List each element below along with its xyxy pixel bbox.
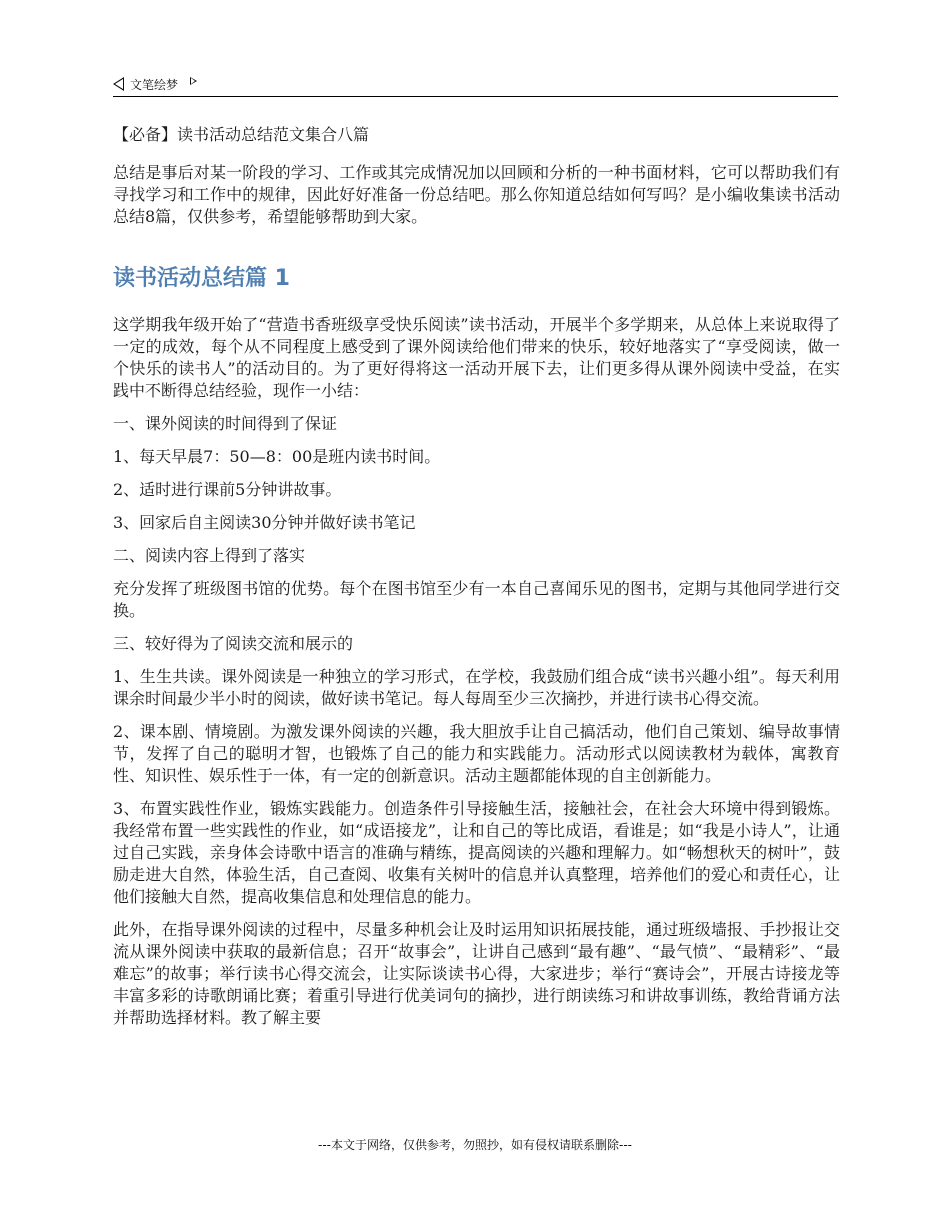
paragraph: 二、阅读内容上得到了落实 <box>113 546 306 565</box>
document-body <box>113 124 840 1040</box>
triangle-left-icon <box>113 77 124 91</box>
paragraph: 2、适时进行课前5分钟讲故事。 <box>113 480 342 499</box>
paragraph: 3、回家后自主阅读30分钟并做好读书笔记 <box>113 513 416 532</box>
paragraph: 三、较好得为了阅读交流和展示的 <box>113 634 354 653</box>
paragraph: 1、每天早晨7：50—8：00是班内读书时间。 <box>113 447 441 466</box>
brand-label: 文笔绘梦 <box>130 77 179 92</box>
paragraph: 这学期我年级开始了“营造书香班级享受快乐阅读”读书活动，开展半个多学期来，从总体上来说取得了一定的成效，每个从不同程度上感受到了课外阅读给他们带来的快乐，较好地落实了“享受阅读，做一个快乐的读书人”的活动目的。为了更好得将这一活动开展下去，让们更多得从课外阅读中受益，在实践中不断得总结经验，现作一小结： <box>113 315 840 400</box>
paragraph: 1、生生共读。课外阅读是一种独立的学习形式，在学校，我鼓励们组合成“读书兴趣小组”。每天利用课余时间最少半小时的阅读，做好读书笔记。每人每周至少三次摘抄，并进行读书心得交流。 <box>113 667 840 708</box>
paragraph: 3、布置实践性作业，锻炼实践能力。创造条件引导接触生活，接触社会，在社会大环境中得到锻炼。我经常布置一些实践性的作业，如“成语接龙”，让和自己的等比成语，看谁是；如“我是小诗人”，让通过自己实践，亲身体会诗歌中语言的准确与精练，提高阅读的兴趣和理解力。如“畅想秋天的树叶”，鼓励走进大自然，体验生活，自己查阅、收集有关树叶的信息并认真整理，培养他们的爱心和责任心，让他们接触大自然，提高收集信息和处理信息的能力。 <box>113 799 840 906</box>
paragraph: 充分发挥了班级图书馆的优势。每个在图书馆至少有一本自己喜闻乐见的图书，定期与其他同学进行交换。 <box>113 579 840 620</box>
intro-paragraph: 总结是事后对某一阶段的学习、工作或其完成情况加以回顾和分析的一种书面材料，它可以帮助我们有寻找学习和工作中的规律，因此好好准备一份总结吧。那么你知道总结如何写吗？是小编收集读书活动总结8篇，仅供参考，希望能够帮助到大家。 <box>113 163 840 226</box>
section-heading: 读书活动总结篇 1 <box>113 266 290 291</box>
page-header <box>113 72 838 97</box>
paragraph: 此外，在指导课外阅读的过程中，尽量多种机会让及时运用知识拓展技能，通过班级墙报、手抄报让交流从课外阅读中获取的最新信息；召开“故事会”，让讲自己感到“最有趣”、“最气愤”、“最精彩”、“最难忘”的故事；举行读书心得交流会，让实际谈读书心得，大家进步；举行“赛诗会”，开展古诗接龙等丰富多彩的诗歌朗诵比赛；着重引导进行优美词句的摘抄，进行朗读练习和讲故事训练，教给背诵方法并帮助选择材料。教了解主要 <box>113 920 840 1027</box>
paragraph: 2、课本剧、情境剧。为激发课外阅读的兴趣，我大胆放手让自己搞活动，他们自己策划、编导故事情节，发挥了自己的聪明才智，也锻炼了自己的能力和实践能力。活动形式以阅读教材为载体，寓教育性、知识性、娱乐性于一体，有一定的创新意识。活动主题都能体现的自主创新能力。 <box>113 722 840 785</box>
paragraph: 一、课外阅读的时间得到了保证 <box>113 414 338 433</box>
page-footer: ---本文于网络，仅供参考，勿照抄，如有侵权请联系删除--- <box>318 1138 632 1152</box>
document-title: 【必备】读书活动总结范文集合八篇 <box>113 125 370 144</box>
triangle-right-icon <box>190 77 197 85</box>
